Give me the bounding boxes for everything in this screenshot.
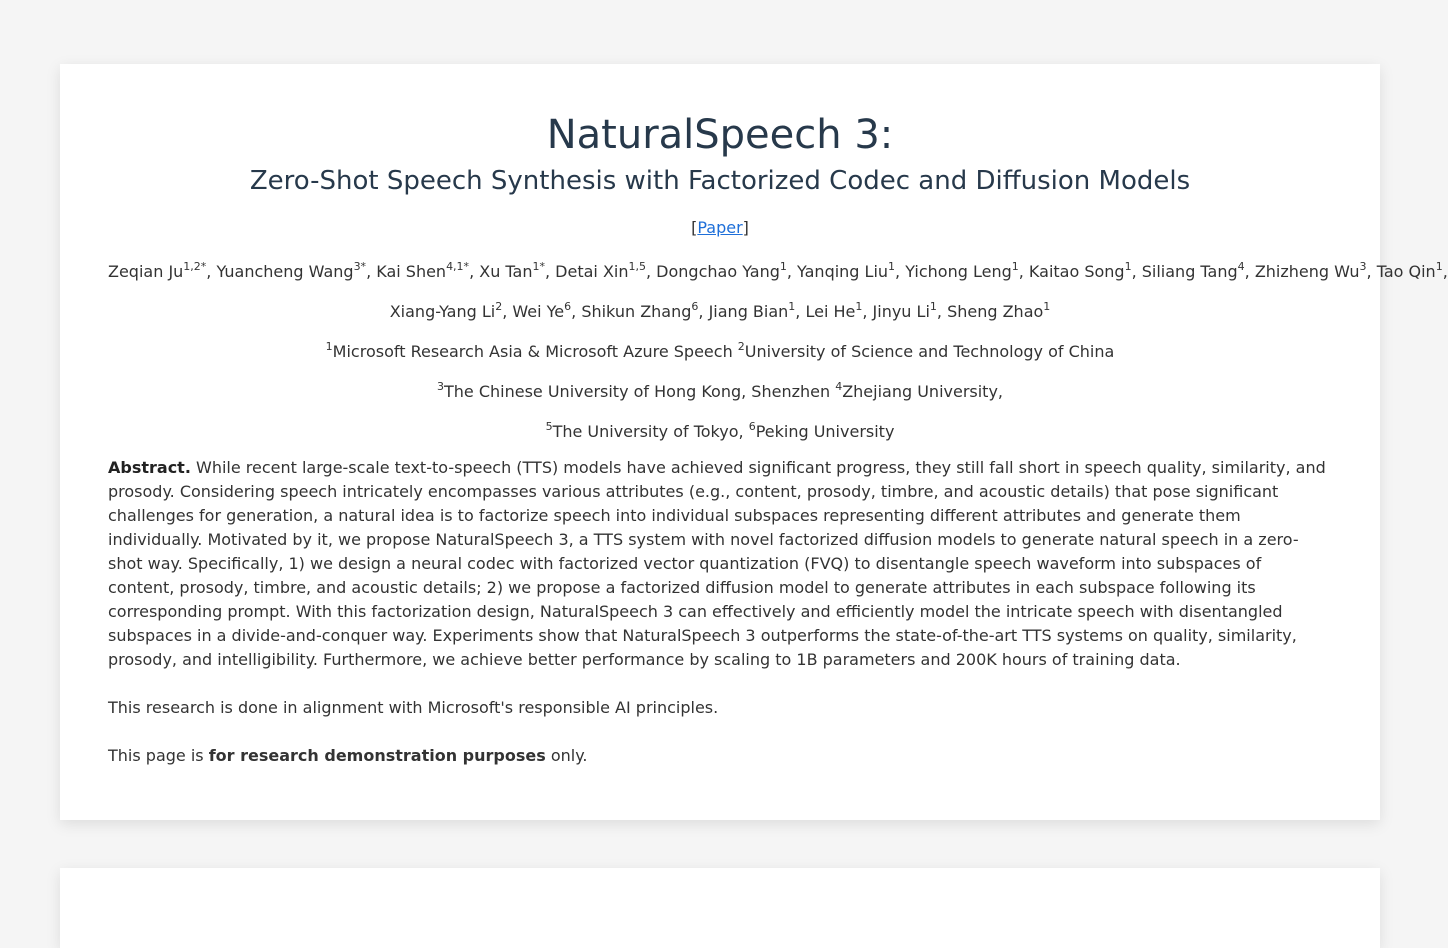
bracket-open: [	[691, 218, 698, 237]
author-separator: ,	[786, 262, 798, 281]
author-name: Tao Qin	[1376, 262, 1436, 281]
author-separator: ,	[1131, 262, 1142, 281]
author-name: Yuancheng Wang	[216, 262, 354, 281]
author-separator: ,	[936, 302, 948, 321]
author-name: Siliang Tang	[1141, 262, 1238, 281]
author-affiliation-mark: 3*	[353, 260, 367, 273]
author-affiliation-mark: 1	[855, 300, 863, 313]
author-name: Shikun Zhang	[581, 302, 692, 321]
affiliation-name: University of Science and Technology of China	[744, 342, 1115, 361]
affiliations-line-2	[108, 372, 1332, 412]
author-separator: ,	[1366, 262, 1377, 281]
affiliation-mark: 1	[325, 340, 333, 353]
abstract	[108, 456, 1332, 672]
author-affiliation-mark: 1	[1011, 260, 1019, 273]
author-affiliation-mark: 6	[564, 300, 572, 313]
affiliations-line-1	[108, 332, 1332, 372]
author-separator: ,	[795, 302, 806, 321]
affiliation-name: Peking University	[755, 422, 895, 441]
author-separator: ,	[366, 262, 377, 281]
author-name: Xiang-Yang Li	[389, 302, 496, 321]
author-name: Jiang Bian	[708, 302, 789, 321]
abstract-label: Abstract.	[108, 458, 191, 477]
author-affiliation-mark: 1	[1124, 260, 1132, 273]
author-separator: ,	[571, 302, 582, 321]
paper-link[interactable]: Paper	[697, 218, 743, 237]
author-separator: ,	[1244, 262, 1255, 281]
author-affiliation-mark: 4	[1237, 260, 1245, 273]
author-affiliation-mark: 1	[888, 260, 896, 273]
author-separator: ,	[545, 262, 556, 281]
affiliation-name: Microsoft Research Asia & Microsoft Azure Speech	[332, 342, 738, 361]
author-separator: ,	[469, 262, 480, 281]
author-name: Yanqing Liu	[797, 262, 889, 281]
page-title: NaturalSpeech 3:	[546, 112, 894, 158]
affiliation-name: The University of Tokyo,	[552, 422, 749, 441]
author-separator: ,	[895, 262, 906, 281]
author-name: Kai Shen	[376, 262, 447, 281]
author-name: Zeqian Ju	[108, 262, 184, 281]
author-name: Kaitao Song	[1028, 262, 1125, 281]
responsible-ai-note: This research is done in alignment with Microsoft's responsible AI principles.	[108, 698, 719, 717]
page-subtitle: Zero-Shot Speech Synthesis with Factorized Codec and Diffusion Models	[249, 166, 1191, 196]
affiliation-name: Zhejiang University,	[842, 382, 1004, 401]
bracket-close: ]	[742, 218, 749, 237]
intro-card	[60, 64, 1448, 820]
author-affiliation-mark: 1,5	[628, 260, 646, 273]
author-separator: ,	[646, 262, 657, 281]
authors-line-2	[108, 292, 1332, 332]
author-separator: ,	[1018, 262, 1029, 281]
author-affiliation-mark: 1	[779, 260, 787, 273]
author-affiliation-mark: 4,1*	[446, 260, 470, 273]
author-separator: ,	[862, 302, 873, 321]
author-affiliation-mark: 1	[1435, 260, 1443, 273]
affiliation-name: The Chinese University of Hong Kong, Shenzhen	[443, 382, 836, 401]
author-separator: ,	[502, 302, 513, 321]
next-section-card	[60, 868, 1380, 948]
author-affiliation-mark: 1*	[532, 260, 545, 273]
author-separator: ,	[206, 262, 217, 281]
author-affiliation-mark: 3	[1359, 260, 1367, 273]
author-name: Xu Tan	[479, 262, 533, 281]
author-name: Sheng Zhao	[947, 302, 1044, 321]
author-affiliation-mark: 2	[495, 300, 503, 313]
author-name: Detai Xin	[555, 262, 629, 281]
affiliation-mark: 4	[835, 380, 843, 393]
author-affiliation-mark: 1	[929, 300, 937, 313]
affiliation-mark: 2	[737, 340, 745, 353]
author-name: Dongchao Yang	[656, 262, 780, 281]
author-name: Yichong Leng	[905, 262, 1012, 281]
author-affiliation-mark: 1,2*	[183, 260, 207, 273]
disclaimer-prefix: This page is	[108, 746, 209, 765]
author-name: Jinyu Li	[872, 302, 930, 321]
affiliation-mark: 5	[545, 420, 553, 433]
author-affiliation-mark: 6	[691, 300, 699, 313]
author-separator: ,	[1442, 262, 1448, 281]
affiliation-mark: 6	[748, 420, 756, 433]
disclaimer-bold: for research demonstration purposes	[208, 746, 546, 765]
disclaimer-suffix: only.	[545, 746, 588, 765]
abstract-text: While recent large-scale text-to-speech (TTS) models have achieved significant progress, they still fall short in speech quality, similarity, and prosody. Considering speech intricately encompasses various attributes (e.g., content, prosody, timbre, and acoustic details) that pose significant challenges for generation, a natural idea is to factorize speech into individual subspaces representing different attributes and generate them individually. Motivated by it, we propose NaturalSpeech 3, a TTS system with novel factorized diffusion models to generate natural speech in a zero-shot way. Specifically, 1) we design a neural codec with factorized vector quantization (FVQ) to disentangle speech waveform into subspaces of content, prosody, timbre, and acoustic details; 2) we propose a factorized diffusion model to generate attributes in each subspace following its corresponding prompt. With this factorization design, NaturalSpeech 3 can effectively and efficiently model the intricate speech with disentangled subspaces in a divide-and-conquer way. Experiments show that NaturalSpeech 3 outperforms the state-of-the-art TTS systems on quality, similarity, prosody, and intelligibility. Furthermore, we achieve better performance by scaling to 1B parameters and 200K hours of training data.	[108, 458, 1326, 669]
paper-links	[108, 216, 1332, 240]
affiliation-mark: 3	[436, 380, 444, 393]
authors-line-1	[108, 252, 1448, 292]
author-affiliation-mark: 1	[1043, 300, 1051, 313]
author-affiliation-mark: 1	[788, 300, 796, 313]
author-name: Zhizheng Wu	[1254, 262, 1360, 281]
disclaimer	[108, 744, 1332, 768]
author-separator: ,	[698, 302, 709, 321]
affiliations-line-3	[108, 412, 1332, 452]
author-name: Lei He	[805, 302, 856, 321]
author-name: Wei Ye	[512, 302, 565, 321]
